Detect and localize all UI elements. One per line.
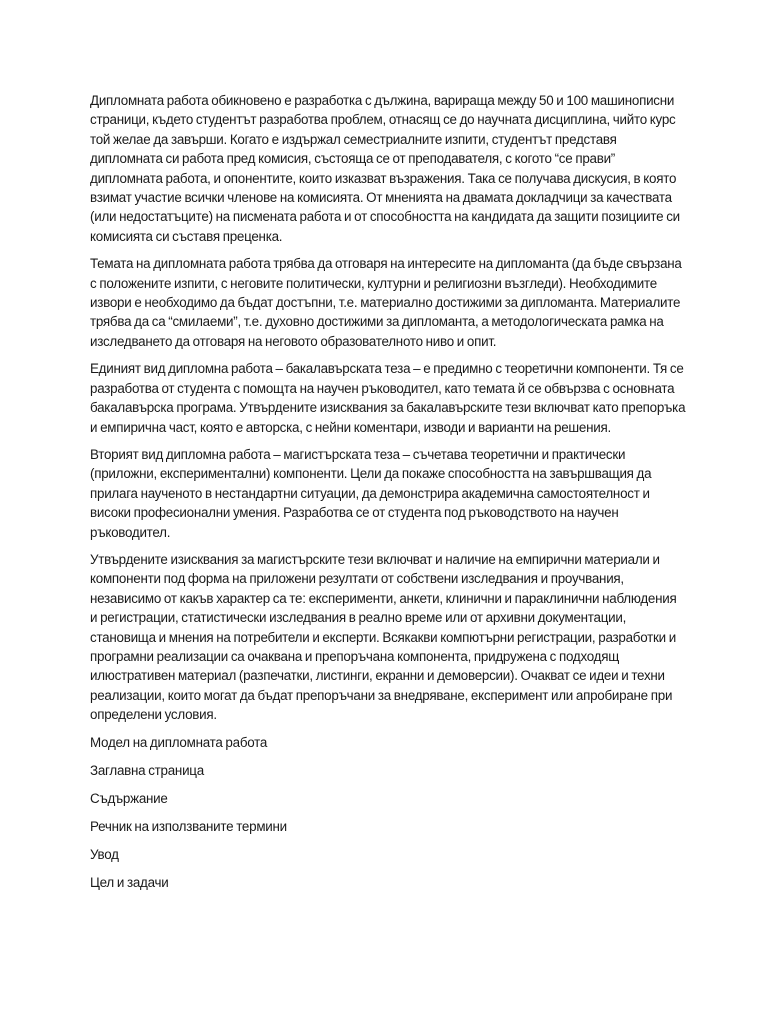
paragraph-master-thesis: Вторият вид дипломна работа – магистърската теза – съчетава теоретични и практически (приложни, експериментални) компоненти. Цели да покаже способността на завършващия да прилага наученото в нестандартни ситуации, да демонстрира академична самостоятелност и високи професионални умения. Разработва се от студента под ръководството на научен ръководител. [90, 446, 652, 540]
paragraph-topic-choice: Темата на дипломната работа трябва да отговаря на интересите на дипломанта (да бъде свързана с положените изпити, с неговите политически, културни и религиозни възгледи). Необходимите извори е необходимо да бъдат достъпни, т.е. материално достижими за дипломанта. Материалите трябва да са “смилаеми”, т.е. духовно достижими за дипломанта, а методологическата рамка на изследването да отговаря на неговото образователното ниво и опит. [90, 256, 682, 349]
paragraph-thesis-overview: Дипломната работа обикновено е разработка с дължина, варираща между 50 и 100 машинописни страници, където студентът разработва проблем, отнасящ се до научната дисциплина, чийто курс той желае да завърши. Когато е издържал семестриалните изпити, студентът представя дипломната си работа пред комисия, състояща се от преподавателя, с когото “се прави” дипломната работа, и опонентите, които изказват възражения. Така се получава дискусия, в която взимат участие всички членове на комисията. От мненията на двамата докладчици за качествата (или недостатъците) на писмената работа и от способността на кандидата да защити позициите си комисията си съставя преценка. [90, 93, 680, 244]
outline-heading-model: Модел на дипломната работа [90, 734, 268, 750]
outline-item-contents: Съдържание [90, 790, 168, 806]
document-page [90, 91, 686, 901]
outline-item-goals: Цел и задачи [90, 874, 169, 890]
outline-item-glossary: Речник на използваните термини [90, 818, 287, 834]
paragraph-bachelor-thesis: Единият вид дипломна работа – бакалавърската теза – е предимно с теоретични компоненти. Тя се разработва от студента с помощта на научен ръководител, като темата й се обвързва с основната бакалавърска програма. Утвърдените изисквания за бакалавърските тези включват като препоръка и емпирична част, която е авторска, с нейни коментари, изводи и варианти на решения. [90, 361, 686, 435]
outline-item-title-page: Заглавна страница [90, 762, 204, 778]
outline-item-introduction: Увод [90, 846, 119, 862]
paragraph-master-requirements: Утвърдените изисквания за магистърските тези включват и наличие на емпирични материали и компоненти под форма на приложени резултати от собствени изследвания и проучвания, независимо от какъв характер са те: експерименти, анкети, клинични и параклинични наблюдения и регистрации, статистически изследвания в реално време или от архивни документации, становища и мнения на потребители и експерти. Всякакви компютърни регистрации, разработки и програмни реализации са очаквана и препоръчана компонента, придружена с подходящ илюстративен материал (разпечатки, листинги, екранни и демоверсии). Очакват се идеи и техни реализации, които могат да бъдат препоръчани за внедряване, експеримент или апробиране при определени условия. [90, 551, 677, 723]
